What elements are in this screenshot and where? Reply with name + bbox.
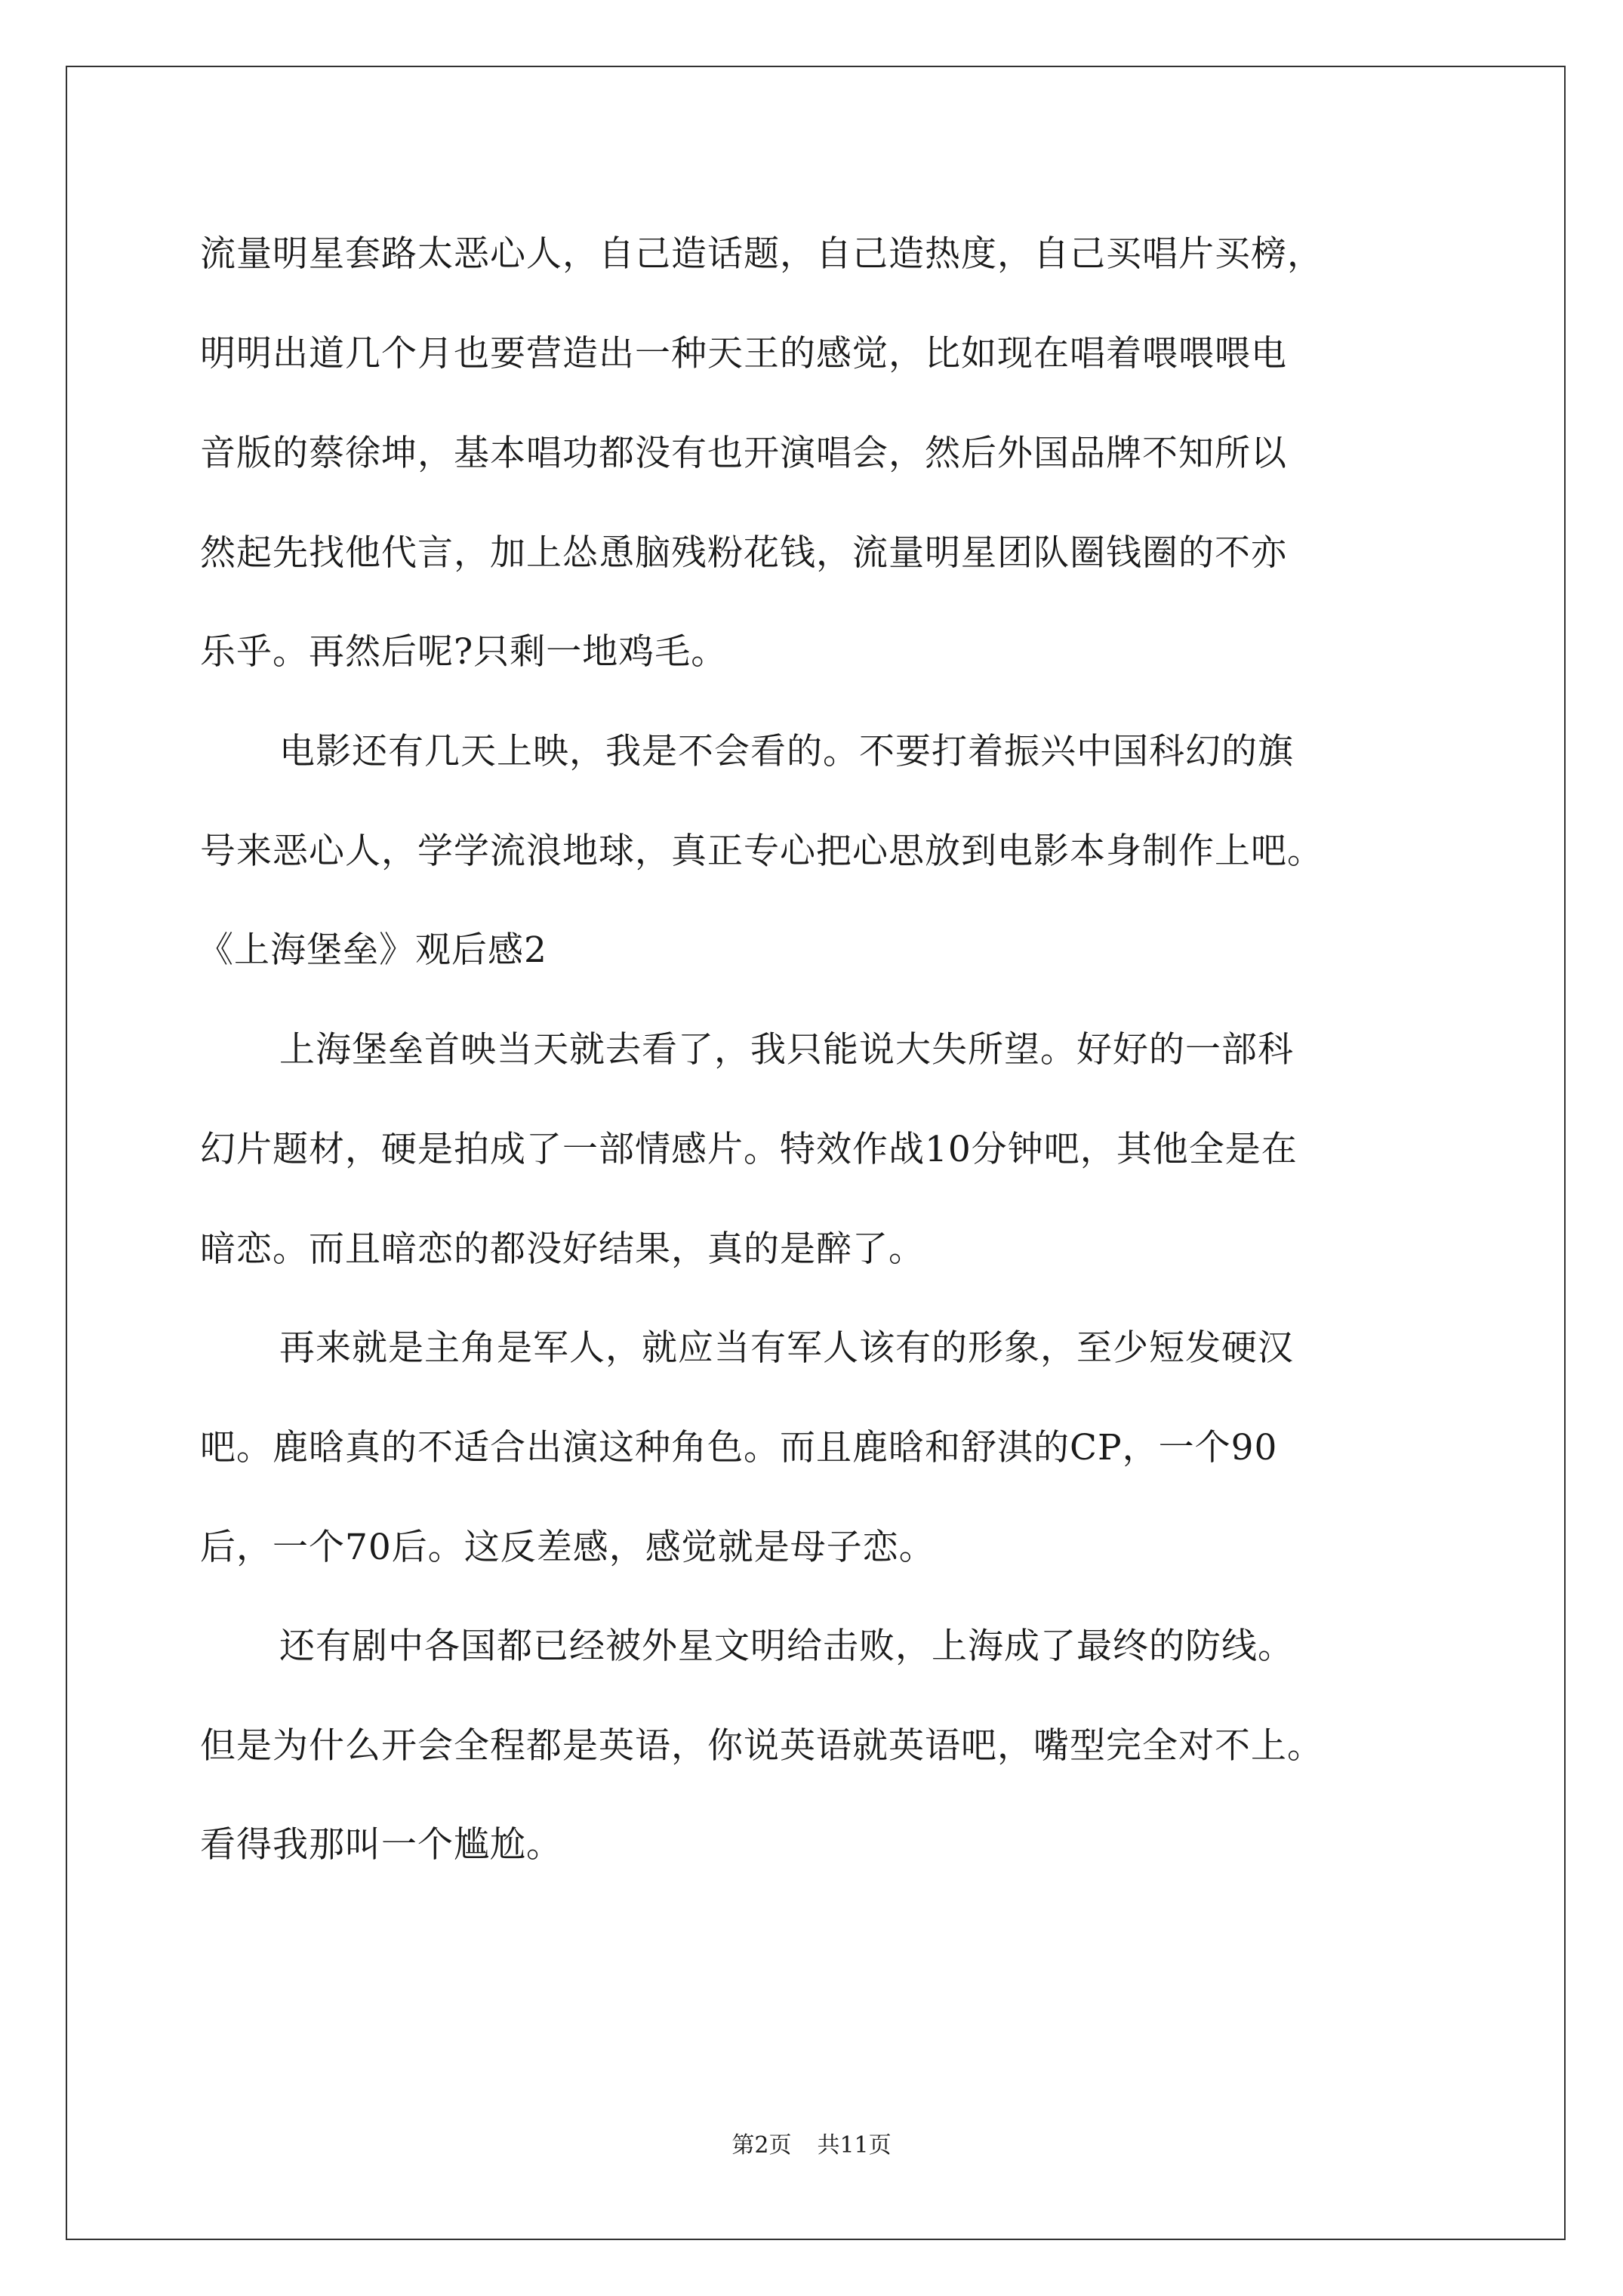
text-line: 幻片题材，硬是拍成了一部情感片。特效作战10分钟吧，其他全是在 — [200, 1129, 1298, 1170]
paragraph-first-line: 上海堡垒首映当天就去看了，我只能说大失所望。好好的一部科 — [279, 1029, 1294, 1071]
text-line: 看得我那叫一个尴尬。 — [200, 1824, 562, 1866]
text-line: 乐乎。再然后呢?只剩一地鸡毛。 — [200, 631, 728, 673]
text-line: 后，一个70后。这反差感，感觉就是母子恋。 — [200, 1527, 935, 1568]
text-line: 吧。鹿晗真的不适合出演这种角色。而且鹿晗和舒淇的CP，一个90 — [200, 1427, 1278, 1469]
paragraph-first-line: 还有剧中各国都已经被外星文明给击败，上海成了最终的防线。 — [279, 1626, 1294, 1667]
paragraph-first-line: 电影还有几天上映，我是不会看的。不要打着振兴中国科幻的旗 — [279, 731, 1294, 772]
page-footer — [0, 2131, 1623, 2161]
text-line: 暗恋。而且暗恋的都没好结果，真的是醉了。 — [200, 1228, 925, 1270]
section-heading: 《上海堡垒》观后感2 — [198, 929, 547, 971]
text-line: 明明出道几个月也要营造出一种天王的感觉，比如现在唱着喂喂喂电 — [200, 333, 1287, 374]
text-line: 但是为什么开会全程都是英语，你说英语就英语吧，嘴型完全对不上。 — [200, 1725, 1323, 1767]
text-line: 音版的蔡徐坤，基本唱功都没有也开演唱会，然后外国品牌不知所以 — [200, 433, 1287, 474]
text-line: 流量明星套路太恶心人，自己造话题，自己造热度，自己买唱片买榜， — [200, 233, 1323, 275]
paragraph-first-line: 再来就是主角是军人，就应当有军人该有的形象，至少短发硬汉 — [279, 1327, 1294, 1369]
text-line: 号来恶心人，学学流浪地球，真正专心把心思放到电影本身制作上吧。 — [200, 831, 1323, 872]
page-total: 共11页 — [817, 2132, 892, 2159]
page-number: 第2页 — [731, 2132, 792, 2159]
text-line: 然起先找他代言，加上怂恿脑残粉花钱，流量明星团队圈钱圈的不亦 — [200, 532, 1287, 574]
